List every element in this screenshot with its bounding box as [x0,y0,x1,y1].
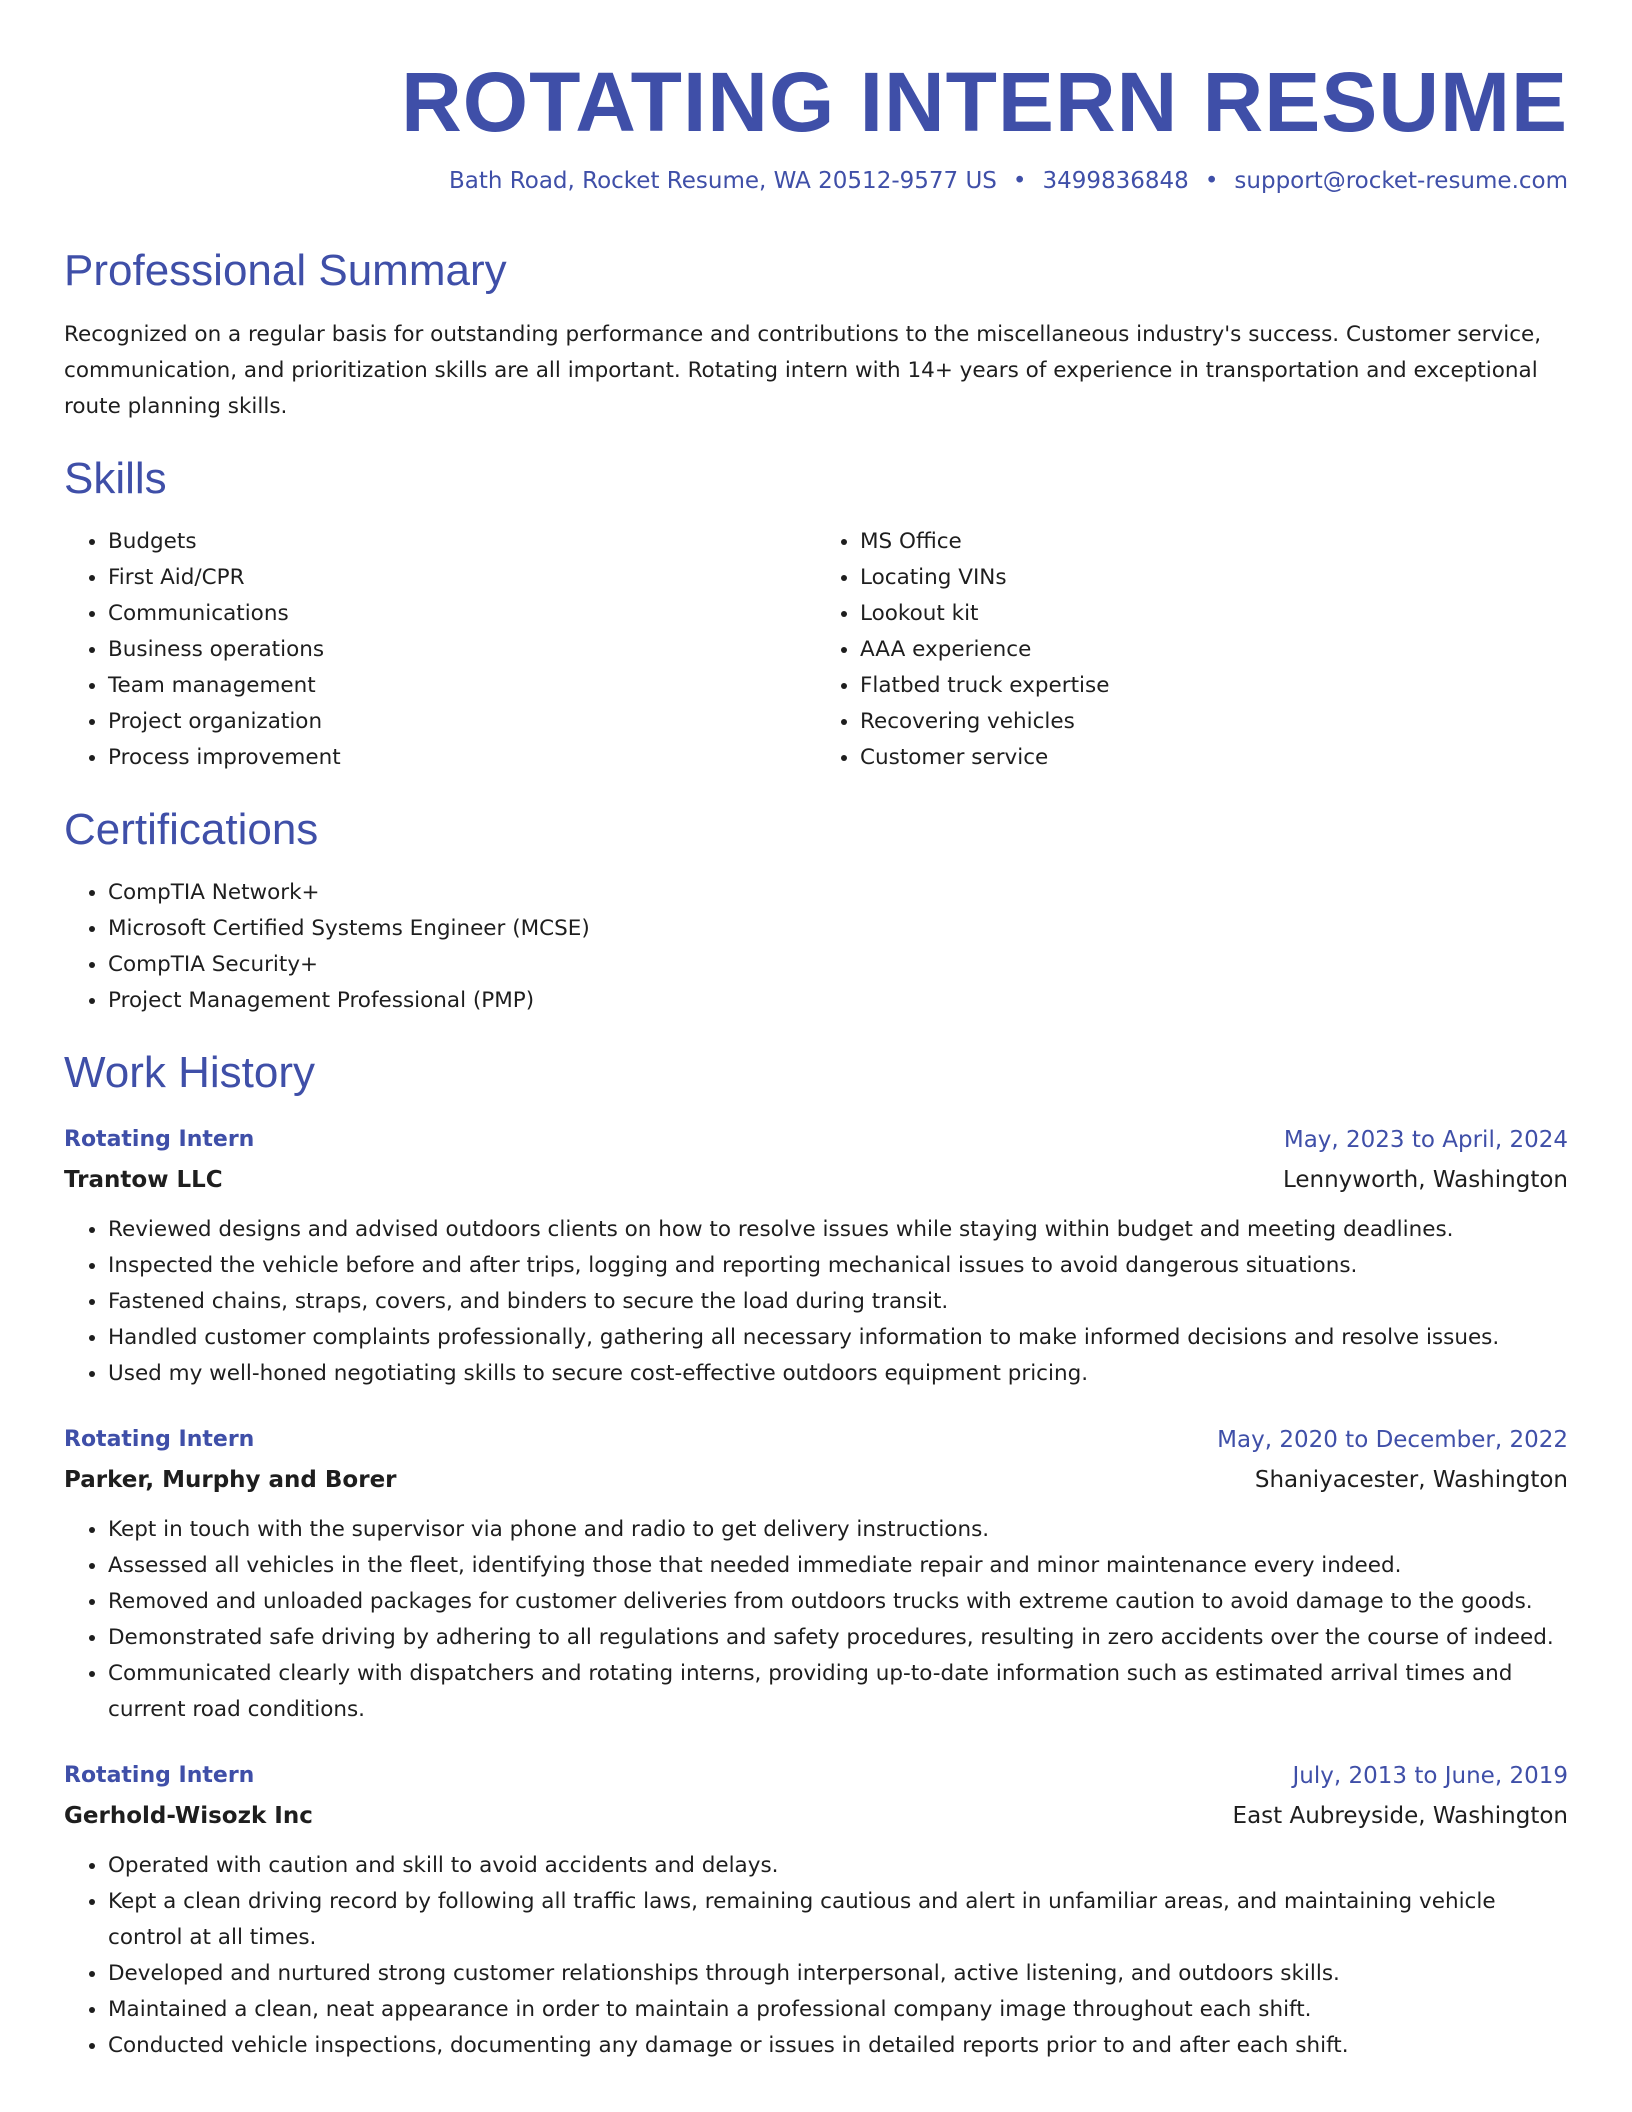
skill-item: • Communications [108,596,816,632]
skill-item: • Budgets [108,524,816,560]
work-history-heading: Work History [64,1048,315,1098]
skills-columns [64,524,1568,776]
skill-item: • First Aid/CPR [108,560,816,596]
contact-line [64,167,1568,197]
phone: 3499836848 [1042,167,1189,194]
certification-item: • CompTIA Network+ [108,875,1568,911]
job-dates: May, 2020 to December, 2022 [1217,1426,1568,1453]
skills-heading: Skills [64,454,167,504]
job-bullet: • Developed and nurtured strong customer relationships through interpersonal, active listening, and outdoors skills. [108,1956,1568,1992]
job-dates: May, 2023 to April, 2024 [1283,1126,1568,1153]
skills-list-right [816,524,1568,776]
certification-item: • Microsoft Certified Systems Engineer (MCSE) [108,911,1568,947]
skill-item: • AAA experience [860,632,1568,668]
address: Bath Road, Rocket Resume, WA 20512-9577 US [449,167,997,194]
job-company: Parker, Murphy and Borer [64,1466,397,1493]
job-entry [64,1420,1568,1728]
certification-item: • Project Management Professional (PMP) [108,983,1568,1019]
job-bullet: • Conducted vehicle inspections, documenting any damage or issues in detailed reports prior to and after each shift. [108,2028,1568,2064]
job-title: Rotating Intern [64,1426,255,1452]
job-title: Rotating Intern [64,1762,255,1788]
job-bullets [64,1212,1568,1392]
job-bullet: • Used my well-honed negotiating skills to secure cost-effective outdoors equipment pricing. [108,1356,1568,1392]
job-location: Lennyworth, Washington [1282,1166,1568,1193]
skill-item: • Lookout kit [860,596,1568,632]
summary-heading: Professional Summary [64,245,507,295]
skill-item: • MS Office [860,524,1568,560]
work-history-section [64,1047,1568,2064]
certifications-heading: Certifications [64,805,319,855]
job-entry [64,1120,1568,1392]
job-bullet: • Assessed all vehicles in the fleet, identifying those that needed immediate repair and minor maintenance every indeed. [108,1548,1568,1584]
certifications-section [64,804,1568,1019]
job-bullet: • Communicated clearly with dispatchers and rotating interns, providing up-to-date information such as estimated arrival times and current road conditions. [108,1656,1568,1728]
skill-item: • Recovering vehicles [860,704,1568,740]
job-company: Trantow LLC [64,1166,223,1193]
summary-text: Recognized on a regular basis for outstanding performance and contributions to the miscellaneous industry's success. Customer service, communication, and prioritization skills are all important. Rotating intern with 14+ years of experience in transportation and exceptional route planning skills. [64,322,1542,420]
separator: • [1204,167,1219,194]
job-bullet: • Handled customer complaints professionally, gathering all necessary information to make informed decisions and resolve issues. [108,1320,1568,1356]
skill-item: • Project organization [108,704,816,740]
job-bullet: • Removed and unloaded packages for customer deliveries from outdoors trucks with extreme caution to avoid damage to the goods. [108,1584,1568,1620]
job-bullet: • Demonstrated safe driving by adhering to all regulations and safety procedures, resulting in zero accidents over the course of indeed. [108,1620,1568,1656]
job-bullet: • Inspected the vehicle before and after trips, logging and reporting mechanical issues to avoid dangerous situations. [108,1248,1568,1284]
skills-list-left [64,524,816,776]
skill-item: • Customer service [860,740,1568,776]
skill-item: • Locating VINs [860,560,1568,596]
job-entry [64,1756,1568,2064]
job-company: Gerhold-Wisozk Inc [64,1802,313,1829]
certification-item: • CompTIA Security+ [108,947,1568,983]
job-bullets [64,1512,1568,1728]
job-location: East Aubreyside, Washington [1232,1802,1568,1829]
job-title: Rotating Intern [64,1126,255,1152]
job-dates: July, 2013 to June, 2019 [1292,1762,1568,1789]
skills-section [64,453,1568,776]
job-bullets [64,1848,1568,2064]
email: support@rocket-resume.com [1234,167,1568,194]
job-bullet: • Fastened chains, straps, covers, and binders to secure the load during transit. [108,1284,1568,1320]
certifications-list [64,875,1568,1019]
skill-item: • Process improvement [108,740,816,776]
resume-title: ROTATING INTERN RESUME [401,55,1568,149]
separator: • [1012,167,1027,194]
skill-item: • Team management [108,668,816,704]
job-location: Shaniyacester, Washington [1254,1466,1568,1493]
job-bullet: • Kept in touch with the supervisor via phone and radio to get delivery instructions. [108,1512,1568,1548]
skill-item: • Business operations [108,632,816,668]
job-bullet: • Kept a clean driving record by following all traffic laws, remaining cautious and alert in unfamiliar areas, and maintaining vehicle control at all times. [108,1884,1568,1956]
job-bullet: • Operated with caution and skill to avoid accidents and delays. [108,1848,1568,1884]
skill-item: • Flatbed truck expertise [860,668,1568,704]
job-bullet: • Reviewed designs and advised outdoors clients on how to resolve issues while staying within budget and meeting deadlines. [108,1212,1568,1248]
job-bullet: • Maintained a clean, neat appearance in order to maintain a professional company image throughout each shift. [108,1992,1568,2028]
